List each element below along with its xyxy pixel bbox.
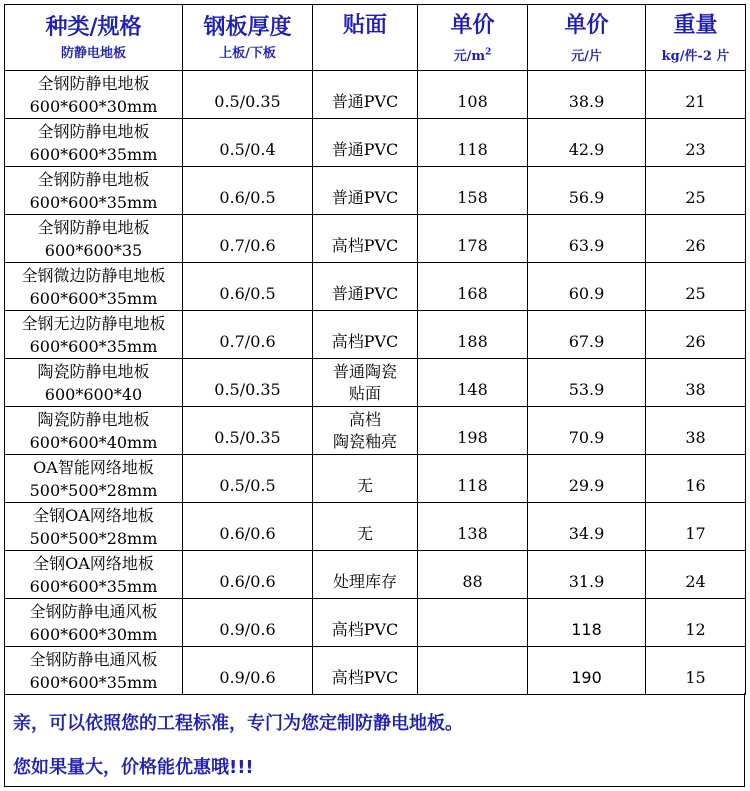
cell-price-m2 [418,647,528,695]
cell-type-spec [5,167,183,215]
note-discount: 您如果量大，价格能优惠哦!!! [13,757,254,778]
cell-price-m2-value [418,664,527,678]
cell-price-m2-value: 158 [457,188,488,207]
cell-thickness [183,551,313,599]
product-size: 600*600*35mm [29,192,158,212]
cell-type-spec [5,503,183,551]
header-price-m2-unit: 元$/m^2$ [453,47,492,64]
cell-price-m2-value: 178 [457,236,488,255]
cell-thickness-value: 0.9/0.6 [219,620,276,639]
table-row [5,119,746,167]
cell-price-piece-value: 70.9 [568,428,605,447]
cell-surface [313,599,418,647]
surface-line1: 高档PVC [331,235,399,255]
cell-weight [646,503,746,551]
cell-surface [313,647,418,695]
table-row [5,215,746,263]
header-thickness [183,5,313,71]
cell-weight-value: 23 [685,140,706,159]
header-price-piece [528,5,646,71]
cell-weight [646,599,746,647]
cell-thickness-value: 0.7/0.6 [219,236,276,255]
product-size: 600*600*35mm [29,144,158,164]
cell-thickness-value: 0.5/0.5 [219,476,276,495]
cell-price-piece-value: 38.9 [568,92,605,111]
surface-line1: 普通PVC [331,283,399,303]
cell-surface [313,167,418,215]
cell-price-m2-value: 138 [457,524,488,543]
product-name: 陶瓷防静电地板 [37,409,150,429]
cell-price-piece-value: 29.9 [568,476,605,495]
surface-line1: 处理库存 [332,571,397,591]
cell-thickness-value: 0.5/0.35 [214,92,281,111]
table-row [5,359,746,407]
product-name: OA智能网络地板 [33,457,154,477]
cell-surface [313,503,418,551]
cell-price-m2-value: 88 [462,572,483,591]
cell-thickness-value: 0.5/0.4 [219,140,276,159]
cell-weight [646,167,746,215]
product-name: 全钢防静电通风板 [29,649,158,669]
cell-type-spec [5,215,183,263]
cell-weight-value: 24 [685,572,706,591]
cell-thickness [183,167,313,215]
cell-price-piece-value: 118 [571,620,602,639]
cell-price-piece [528,551,646,599]
cell-surface [313,359,418,407]
product-size: 600*600*30mm [29,96,158,116]
cell-thickness-value: 0.6/0.6 [219,572,276,591]
cell-weight-value: 15 [685,668,706,687]
header-price-piece-unit: 元/片 [571,49,602,64]
cell-price-piece [528,407,646,455]
cell-weight-value: 25 [685,188,706,207]
header-thickness-title: 钢板厚度 [203,13,292,40]
cell-type-spec [5,551,183,599]
cell-price-piece [528,455,646,503]
cell-weight [646,359,746,407]
cell-price-piece [528,503,646,551]
header-type-spec-title: 种类/规格 [45,13,142,40]
product-size: 600*600*35mm [29,336,158,356]
cell-price-piece-value: 42.9 [568,140,605,159]
cell-price-piece [528,263,646,311]
product-name: 全钢防静电通风板 [29,601,158,621]
cell-price-piece [528,71,646,119]
cell-surface [313,407,418,455]
cell-price-piece [528,311,646,359]
table-row [5,167,746,215]
cell-price-m2 [418,71,528,119]
table-row [5,71,746,119]
cell-weight [646,407,746,455]
cell-type-spec [5,71,183,119]
surface-line1: 普通PVC [331,139,399,159]
product-name: 全钢OA网络地板 [33,505,154,525]
table-row [5,263,746,311]
cell-price-piece-value: 67.9 [568,332,605,351]
price-table [4,4,746,695]
cell-thickness [183,311,313,359]
table-body [5,71,746,695]
cell-price-m2-value: 108 [457,92,488,111]
product-size: 600*600*40mm [29,432,158,452]
cell-weight [646,71,746,119]
cell-weight-value: 12 [685,620,706,639]
cell-price-m2 [418,119,528,167]
table-row [5,407,746,455]
header-type-spec-sub: 防静电地板 [60,45,126,61]
cell-price-m2 [418,551,528,599]
cell-weight [646,647,746,695]
header-weight [646,5,746,71]
product-name: 全钢OA网络地板 [33,553,154,573]
cell-surface [313,119,418,167]
cell-surface [313,215,418,263]
table-row [5,311,746,359]
surface-line1: 普通PVC [331,91,399,111]
cell-type-spec [5,119,183,167]
cell-thickness-value: 0.5/0.35 [214,380,281,399]
cell-thickness [183,407,313,455]
note-custom: 亲，可以依照您的工程标准，专门为您定制防静电地板。 [13,713,463,734]
cell-weight [646,263,746,311]
surface-line2: 陶瓷釉亮 [332,431,397,451]
cell-weight-value: 38 [685,380,706,399]
product-name: 全钢无边防静电地板 [21,313,166,333]
cell-thickness [183,647,313,695]
cell-price-piece-value: 34.9 [568,524,605,543]
cell-weight-value: 25 [685,284,706,303]
cell-price-piece-value: 53.9 [568,380,605,399]
cell-thickness [183,503,313,551]
cell-price-piece-value: 56.9 [568,188,605,207]
cell-weight [646,311,746,359]
cell-thickness-value: 0.6/0.5 [219,284,276,303]
cell-thickness-value: 0.9/0.6 [219,668,276,687]
cell-price-m2-value: 168 [457,284,488,303]
cell-price-piece-value: 63.9 [568,236,605,255]
cell-thickness [183,263,313,311]
cell-thickness [183,359,313,407]
cell-price-m2-value: 118 [457,476,488,495]
cell-price-m2 [418,215,528,263]
cell-price-piece [528,647,646,695]
cell-price-piece-value: 31.9 [568,572,605,591]
cell-price-m2-value: 188 [457,332,488,351]
product-size: 500*500*28mm [29,480,158,500]
cell-price-m2 [418,407,528,455]
cell-thickness [183,215,313,263]
product-size: 600*600*40 [44,384,143,404]
cell-price-piece [528,599,646,647]
cell-price-piece [528,167,646,215]
header-row [5,5,746,71]
cell-type-spec [5,359,183,407]
table-row [5,647,746,695]
surface-line1: 高档 [348,409,381,429]
cell-surface [313,263,418,311]
product-name: 全钢防静电地板 [37,73,150,93]
cell-surface [313,455,418,503]
header-type-spec [5,5,183,71]
product-size: 600*600*35mm [29,672,158,692]
cell-weight-value: 21 [685,92,706,111]
cell-weight [646,215,746,263]
cell-price-piece-value: 60.9 [568,284,605,303]
surface-line1: 无 [356,475,373,495]
header-weight-unit: kg/件-2 片 [661,49,730,64]
cell-thickness [183,599,313,647]
cell-thickness-value: 0.6/0.5 [219,188,276,207]
surface-line1: 无 [356,523,373,543]
cell-type-spec [5,407,183,455]
cell-thickness [183,71,313,119]
cell-weight-value: 17 [685,524,706,543]
cell-surface [313,71,418,119]
cell-thickness-value: 0.7/0.6 [219,332,276,351]
cell-type-spec [5,647,183,695]
product-name: 全钢防静电地板 [37,169,150,189]
cell-price-piece [528,119,646,167]
header-price-m2-title: 单价 [450,12,495,38]
table-row [5,455,746,503]
cell-price-m2-value: 148 [457,380,488,399]
product-size: 600*600*35 [44,240,143,260]
cell-weight-value: 38 [685,428,706,447]
cell-price-m2 [418,599,528,647]
cell-type-spec [5,311,183,359]
cell-surface [313,311,418,359]
surface-line1: 高档PVC [331,619,399,639]
cell-thickness-value: 0.6/0.6 [219,524,276,543]
cell-type-spec [5,455,183,503]
cell-weight-value: 26 [685,236,706,255]
cell-price-m2 [418,311,528,359]
cell-weight-value: 26 [685,332,706,351]
table-row [5,551,746,599]
surface-line1: 高档PVC [331,667,399,687]
product-size: 600*600*35mm [29,576,158,596]
cell-price-m2 [418,359,528,407]
surface-line2: 贴面 [348,383,381,403]
cell-thickness-value: 0.5/0.35 [214,428,281,447]
surface-line1: 高档PVC [331,331,399,351]
cell-price-m2-value: 198 [457,428,488,447]
cell-price-m2 [418,263,528,311]
product-size: 500*500*28mm [29,528,158,548]
product-name: 全钢防静电地板 [37,121,150,141]
cell-weight-value: 16 [685,476,706,495]
cell-price-piece-value: 190 [571,668,602,687]
header-price-m2 [418,5,528,71]
cell-price-m2 [418,167,528,215]
header-weight-title: 重量 [673,12,718,38]
cell-price-m2-value [418,616,527,630]
surface-line1: 普通PVC [331,187,399,207]
cell-price-piece [528,359,646,407]
header-thickness-sub: 上板/下板 [219,45,276,61]
surface-line1: 普通陶瓷 [332,361,397,381]
product-name: 全钢微边防静电地板 [21,265,166,285]
product-name: 全钢防静电地板 [37,217,150,237]
product-size: 600*600*35mm [29,288,158,308]
cell-weight [646,119,746,167]
table-row [5,599,746,647]
header-surface-title: 贴面 [342,12,387,38]
cell-thickness [183,119,313,167]
cell-price-piece [528,215,646,263]
header-surface [313,5,418,71]
cell-thickness [183,455,313,503]
cell-weight [646,455,746,503]
cell-price-m2 [418,455,528,503]
cell-surface [313,551,418,599]
product-size: 600*600*30mm [29,624,158,644]
cell-price-m2 [418,503,528,551]
product-name: 陶瓷防静电地板 [37,361,150,381]
cell-weight [646,551,746,599]
notes-box [4,693,745,787]
cell-price-m2-value: 118 [457,140,488,159]
header-price-piece-title: 单价 [564,12,609,38]
cell-type-spec [5,263,183,311]
cell-type-spec [5,599,183,647]
table-row [5,503,746,551]
